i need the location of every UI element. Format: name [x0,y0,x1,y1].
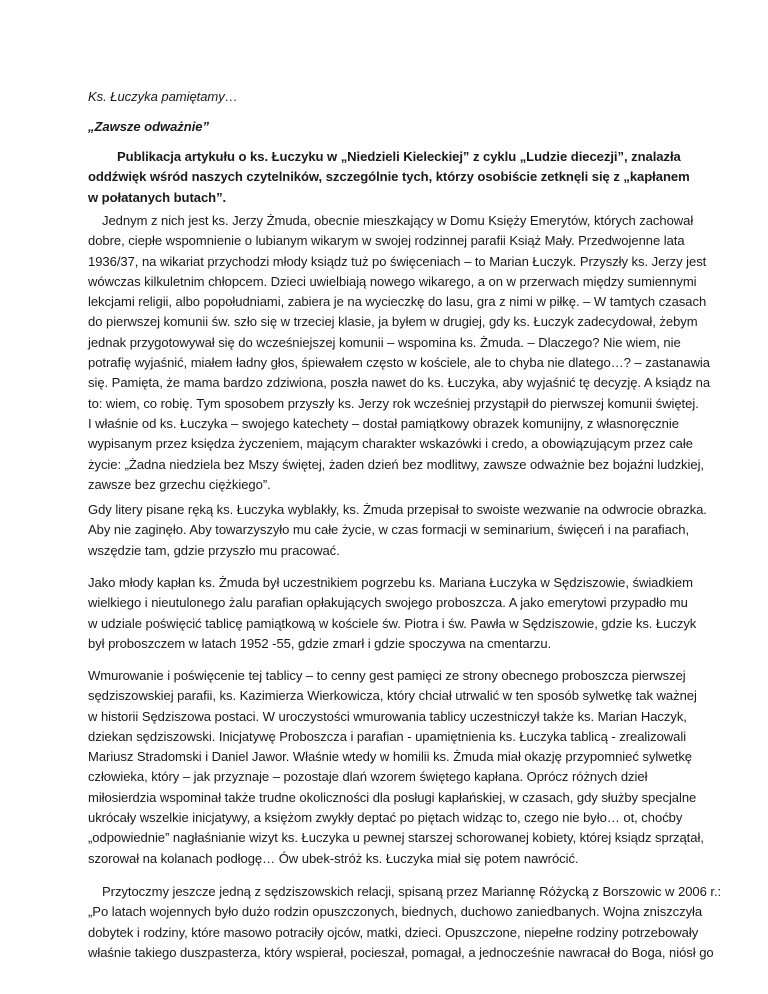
paragraph-line: I właśnie od ks. Łuczyka – swojego katechety – dostał pamiątkowy obrazek komunijny, z własnoręcznie [88,415,679,431]
title-block [88,117,688,137]
paragraph-3 [88,573,697,654]
paragraph-line: był proboszczem w latach 1952 -55, gdzie zmarł i gdzie spoczywa na cmentarzu. [88,635,552,651]
paragraph-line: Jako młody kapłan ks. Żmuda był uczestnikiem pogrzebu ks. Mariana Łuczyka w Sędziszowie, świadkiem [88,575,693,590]
paragraph-line: do pierwszej komunii św. szło się w trzeciej klasie, ja byłem w drugiej, gdy ks. Łuczyk zadecydował, żebym [88,314,698,330]
paragraph-line: to: wiem, co robię. Tym sposobem przyszły ks. Jerzy rok wcześniej przystąpił do pierwszej komunii świętej. [88,395,699,411]
paragraph-line: wielkiego i nieutulonego żalu parafian opłakujących swojego proboszcza. A jako emerytowi przypadło mu [88,595,688,611]
paragraph-line: potrafię wyjaśnić, miałem ładny głos, śpiewałem często w kościele, ale to chyba nie dlatego…? – zastanawia [88,355,710,371]
paragraph-line: Gdy litery pisane ręką ks. Łuczyka wyblakły, ks. Żmuda przepisał to swoiste wezwanie na odwrocie obrazka. [88,502,707,517]
paragraph-line: lekcjami religii, albo popołudniami, zabiera je na wycieczkę do lasu, gra z nimi w piłkę. – W tamtych czasach [88,294,707,310]
paragraph-line: 1936/37, na wikariat przychodzi młody ksiądz tuż po święceniach – to Marian Łuczyk. Przyszły ks. Jerzy jest [88,253,707,269]
paragraph-line: ukrócały wszelkie inicjatywy, a księżom zwykły deptać po piętach widząc to, czego nie było… ot, choćby [88,810,683,826]
paragraph-line: w udziale poświęcić tablicę pamiątkową w kościele św. Piotra i św. Pawła w Sędziszowie, gdzie ks. Łuczyk [88,615,697,631]
paragraph-line: Przytoczmy jeszcze jedną z sędziszowskich relacji, spisaną przez Mariannę Różycką z Borszowic w 2006 r.: [102,884,722,899]
paragraph-1 [88,211,711,495]
paragraph-5 [88,882,722,963]
paragraph-line: w historii Sędziszowa postaci. W uroczystości wmurowania tablicy uczestniczył także ks. Marian Haczyk, [88,708,687,724]
paragraph-line: się. Pamięta, że mama bardzo zdziwiona, poszła nawet do ks. Łuczyka, aby wyjaśnić tę decyzję. A ksiądz na [88,375,711,391]
document-title: „Zawsze odważnie” [88,119,209,134]
paragraph-line: życie: „Żadna niedziela bez Mszy świętej, żaden dzień bez modlitwy, zawsze odważnie bez bojaźni ludzkiej, [88,456,704,472]
paragraph-line: szorował na kolanach podłogę… Ów ubek-stróż ks. Łuczyka miał się potem nawrócić. [88,850,579,866]
intro-line: w połatanych butach”. [88,189,227,205]
paragraph-line: właśnie takiego duszpasterza, który wspierał, pocieszał, pomagał, a jednocześnie nawracał do Boga, niósł go [88,944,714,960]
paragraph-line: wówczas kilkuletnim chłopcem. Dzieci uwielbiają nowego wikarego, a on w przerwach między sumiennymi [88,273,697,289]
paragraph-line: jednak przygotowywał się do wcześniejszej komunii – wspomina ks. Żmuda. – Dlaczego? Nie wiem, nie [88,334,681,350]
paragraph-line: „Po latach wojennych było dużo rodzin opuszczonych, biednych, duchowo zaniedbanych. Wojna zniszczyła [88,904,703,920]
paragraph-line: wszędzie tam, gdzie przyszło mu pracować. [88,542,340,558]
paragraph-line: dobre, ciepłe wspomnienie o lubianym wikarym w swojej rodzinnej parafii Książ Mały. Przedwojenne lata [88,233,685,249]
paragraph-2 [88,500,707,561]
header-line [88,87,688,107]
intro-line: Publikacja artykułu o ks. Łuczyku w „Niedzieli Kieleckiej” z cyklu „Ludzie diecezji”, znalazła [117,149,681,164]
paragraph-line: Jednym z nich jest ks. Jerzy Żmuda, obecnie mieszkający w Domu Księży Emerytów, których zachował [102,213,694,228]
paragraph-line: Mariusz Stradomski i Daniel Jawor. Właśnie wtedy w homilii ks. Żmuda miał okazję przypomnieć sylwetkę [88,749,693,765]
paragraph-line: „odpowiednie” nagłaśnianie wizyt ks. Łuczyka u pewnej starszej schorowanej kobiety, której ksiądz sprzątał, [88,830,704,846]
intro-paragraph [88,147,688,208]
paragraph-line: sędziszowskiej parafii, ks. Kazimierza Wierkowicza, który chciał utrwalić w ten sposób sylwetkę tak ważnej [88,688,697,704]
paragraph-line: Aby nie zaginęło. Aby towarzyszyło mu całe życie, w czas formacji w seminarium, święceń i na parafiach, [88,522,690,538]
paragraph-4 [88,666,704,869]
paragraph-line: Wmurowanie i poświęcenie tej tablicy – to cenny gest pamięci ze strony obecnego proboszcza pierwszej [88,668,686,683]
document-header: Ks. Łuczyka pamiętamy… [88,89,238,104]
paragraph-line: dobytek i rodziny, które masowo potraciły ojców, matki, dzieci. Opuszczone, niepełne rodziny potrzebowały [88,924,699,940]
intro-line: oddźwięk wśród naszych czytelników, szczególnie tych, którzy osobiście zetknęli się z „kapłanem [88,169,690,185]
paragraph-line: człowieka, który – jak przyznaje – pozostaje dlań wzorem świętego kapłana. Oprócz różnych dzieł [88,769,648,785]
paragraph-line: wypisanym przez księdza życzeniem, mającym charakter wskazówki i credo, a obowiązującym przez całe [88,436,693,452]
paragraph-line: dziekan sędziszowski. Inicjatywę Proboszcza i parafian - upamiętnienia ks. Łuczyka tablicą - zrealizowali [88,728,687,744]
paragraph-line: zawsze bez grzechu ciężkiego”. [88,476,271,492]
paragraph-line: miłosierdzia wspominał także trudne okoliczności dla posługi kapłańskiej, w czasach, gdy służby specjalne [88,789,697,805]
